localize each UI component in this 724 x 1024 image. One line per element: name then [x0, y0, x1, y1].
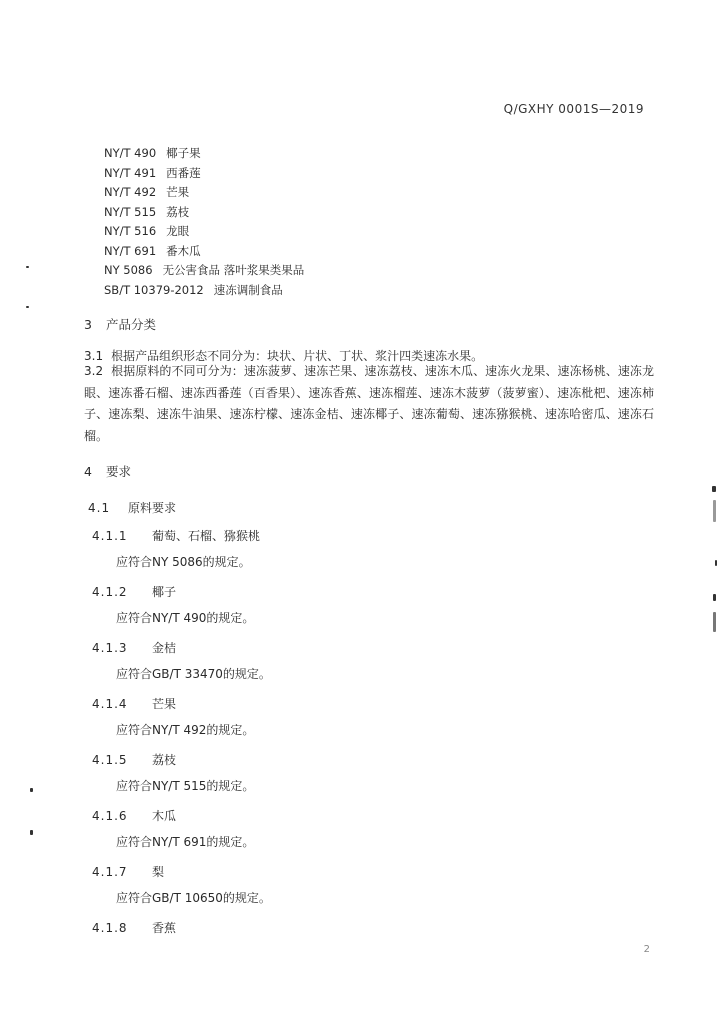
clause-requirement: 应符合NY/T 492的规定。 — [116, 723, 255, 737]
page-number: 2 — [643, 944, 650, 955]
section-number: 3 — [84, 317, 92, 332]
clause-number: 4.1.2 — [92, 585, 128, 599]
section-number: 4 — [84, 464, 92, 479]
clause-requirement: 应符合GB/T 10650的规定。 — [116, 891, 271, 905]
reference-title: 无公害食品 落叶浆果类果品 — [162, 263, 305, 277]
reference-code: NY/T 691 — [104, 243, 157, 258]
clause-number: 4.1.3 — [92, 641, 128, 655]
paragraph-text: 根据原料的不同可分为：速冻菠萝、速冻芒果、速冻荔枝、速冻木瓜、速冻火龙果、速冻杨桃、速冻龙眼、速冻番石榴、速冻西番莲（百香果）、速冻香蕉、速冻榴莲、速冻木菠萝（菠萝蜜）、速冻枇杷、速冻柿子、速冻梨、速冻牛油果、速冻柠檬、速冻金桔、速冻椰子、速冻葡萄、速冻猕猴桃、速冻哈密瓜、速冻石榴。 — [84, 364, 654, 443]
reference-item — [104, 144, 304, 164]
reference-list — [104, 144, 304, 300]
clause-heading — [92, 695, 176, 712]
reference-code: NY/T 515 — [104, 204, 157, 219]
scan-speck — [30, 788, 33, 792]
subsection-number: 4.1 — [88, 501, 111, 515]
scan-speck — [26, 266, 29, 268]
reference-code: SB/T 10379-2012 — [104, 282, 204, 297]
clause-requirement: 应符合GB/T 33470的规定。 — [116, 667, 271, 681]
reference-title: 番木瓜 — [166, 243, 201, 258]
paragraph-number: 3.2 — [84, 364, 104, 378]
reference-code: NY/T 516 — [104, 224, 157, 238]
clause-heading — [92, 751, 176, 768]
clause-number: 4.1.4 — [92, 697, 128, 711]
clause-title: 椰子 — [152, 585, 177, 599]
clause-requirement: 应符合NY/T 490的规定。 — [116, 611, 255, 625]
reference-item — [104, 222, 304, 242]
clause-title: 金桔 — [152, 641, 177, 655]
reference-code: NY/T 490 — [104, 146, 157, 160]
reference-title: 龙眼 — [166, 224, 190, 238]
clause-title: 芒果 — [152, 697, 177, 711]
section-title: 要求 — [106, 464, 132, 479]
section-heading — [84, 462, 131, 480]
reference-title: 荔枝 — [166, 204, 190, 219]
clause-requirement: 应符合NY/T 691的规定。 — [116, 835, 255, 849]
reference-item — [104, 242, 304, 262]
clause-title: 木瓜 — [152, 809, 177, 823]
clause-number: 4.1.1 — [92, 529, 128, 543]
reference-code: NY/T 492 — [104, 185, 157, 199]
clause-title: 梨 — [152, 865, 165, 879]
clause-number: 4.1.8 — [92, 921, 128, 935]
document-id: Q/GXHY 0001S—2019 — [503, 102, 644, 116]
scan-speck — [712, 486, 716, 492]
clause-title: 葡萄、石榴、猕猴桃 — [152, 529, 261, 543]
clause-heading — [92, 639, 176, 656]
clause-number: 4.1.5 — [92, 753, 128, 767]
subsection-heading — [88, 499, 176, 516]
section-heading — [84, 315, 156, 333]
scan-speck — [713, 500, 716, 522]
scan-speck — [713, 612, 716, 632]
reference-item — [104, 183, 304, 203]
reference-item — [104, 203, 304, 223]
reference-title: 芒果 — [166, 185, 190, 199]
reference-title: 西番莲 — [166, 165, 201, 180]
scan-speck — [30, 830, 33, 835]
reference-title: 椰子果 — [166, 146, 201, 160]
clause-heading — [92, 583, 176, 600]
clause-title: 香蕉 — [152, 921, 177, 935]
paragraph-number: 3.1 — [84, 349, 104, 363]
clause-title: 荔枝 — [152, 753, 177, 767]
clause-number: 4.1.7 — [92, 865, 128, 879]
clause-number: 4.1.6 — [92, 809, 128, 823]
clause-heading — [92, 919, 176, 936]
clause-heading — [92, 527, 260, 544]
clause-requirement: 应符合NY 5086的规定。 — [116, 555, 251, 569]
clause-heading — [92, 863, 164, 880]
clause-heading — [92, 807, 176, 824]
reference-item — [104, 261, 304, 281]
reference-code: NY 5086 — [104, 263, 153, 277]
scan-speck — [715, 560, 717, 566]
paragraph-text: 根据产品组织形态不同分为：块状、片状、丁状、浆汁四类速冻水果。 — [111, 349, 484, 363]
paragraph — [84, 361, 654, 447]
reference-item — [104, 164, 304, 184]
subsection-title: 原料要求 — [128, 501, 177, 515]
scan-speck — [713, 594, 716, 601]
clause-requirement: 应符合NY/T 515的规定。 — [116, 779, 255, 793]
reference-code: NY/T 491 — [104, 165, 157, 180]
reference-title: 速冻调制食品 — [213, 282, 283, 297]
section-title: 产品分类 — [106, 317, 157, 332]
reference-item — [104, 281, 304, 301]
scan-speck — [26, 306, 29, 308]
